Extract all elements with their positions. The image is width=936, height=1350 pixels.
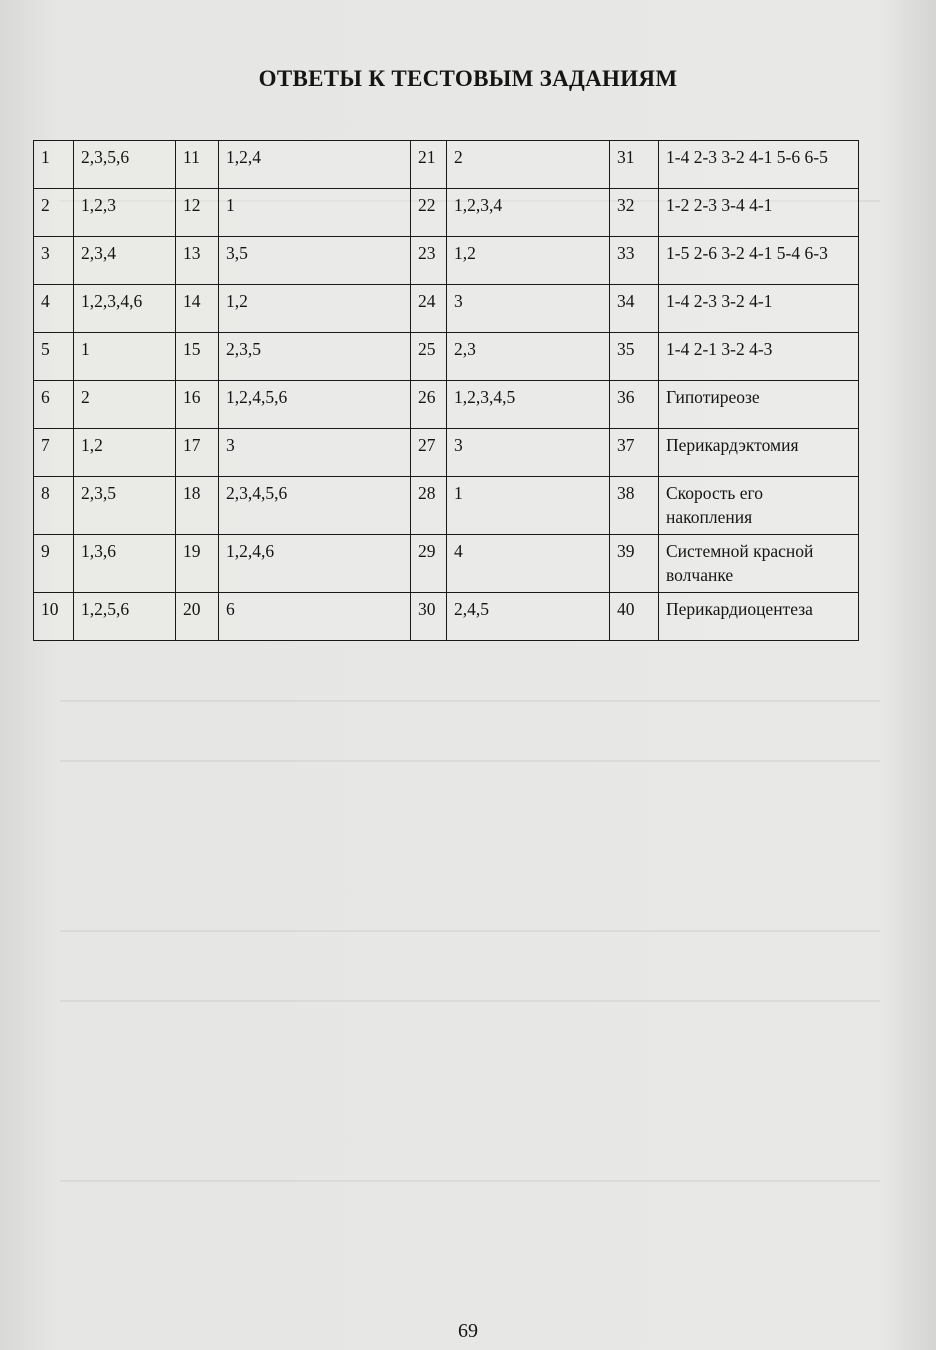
question-number-cell: 36 bbox=[610, 381, 659, 429]
answers-table bbox=[33, 140, 859, 641]
table-row bbox=[34, 429, 859, 477]
answer-cell: 1,2 bbox=[74, 429, 176, 477]
question-number-cell: 15 bbox=[176, 333, 219, 381]
question-number-cell: 14 bbox=[176, 285, 219, 333]
answer-cell: 1-2 2-3 3-4 4-1 bbox=[659, 189, 859, 237]
question-number-cell: 4 bbox=[34, 285, 74, 333]
answer-cell: 3 bbox=[447, 285, 610, 333]
bleed-through-line bbox=[60, 930, 880, 932]
question-number-cell: 6 bbox=[34, 381, 74, 429]
answer-cell: 2,3,5 bbox=[74, 477, 176, 535]
question-number-cell: 38 bbox=[610, 477, 659, 535]
answer-cell: Перикардэктомия bbox=[659, 429, 859, 477]
answer-cell: 2,3,5,6 bbox=[74, 141, 176, 189]
answer-cell: 2,3 bbox=[447, 333, 610, 381]
question-number-cell: 32 bbox=[610, 189, 659, 237]
bleed-through-line bbox=[60, 700, 880, 702]
question-number-cell: 30 bbox=[411, 593, 447, 641]
answer-cell: 1,2,4,5,6 bbox=[219, 381, 411, 429]
question-number-cell: 37 bbox=[610, 429, 659, 477]
answer-cell: 1,2,3,4,6 bbox=[74, 285, 176, 333]
answer-cell: 1 bbox=[447, 477, 610, 535]
answer-cell: Гипотиреозе bbox=[659, 381, 859, 429]
answer-cell: Перикардиоцентеза bbox=[659, 593, 859, 641]
answer-cell: 1-5 2-6 3-2 4-1 5-4 6-3 bbox=[659, 237, 859, 285]
answer-cell: 2 bbox=[447, 141, 610, 189]
question-number-cell: 13 bbox=[176, 237, 219, 285]
answers-table-body bbox=[34, 141, 859, 641]
answer-cell: Системной красной волчанке bbox=[659, 535, 859, 593]
answer-cell: Скорость его накопления bbox=[659, 477, 859, 535]
answer-cell: 1,3,6 bbox=[74, 535, 176, 593]
answer-cell: 1,2,4 bbox=[219, 141, 411, 189]
answer-cell: 4 bbox=[447, 535, 610, 593]
question-number-cell: 21 bbox=[411, 141, 447, 189]
question-number-cell: 9 bbox=[34, 535, 74, 593]
question-number-cell: 16 bbox=[176, 381, 219, 429]
table-row bbox=[34, 333, 859, 381]
table-row bbox=[34, 593, 859, 641]
question-number-cell: 7 bbox=[34, 429, 74, 477]
answer-cell: 1 bbox=[219, 189, 411, 237]
question-number-cell: 40 bbox=[610, 593, 659, 641]
question-number-cell: 2 bbox=[34, 189, 74, 237]
question-number-cell: 22 bbox=[411, 189, 447, 237]
question-number-cell: 19 bbox=[176, 535, 219, 593]
answer-cell: 2,3,4,5,6 bbox=[219, 477, 411, 535]
answer-cell: 1,2,5,6 bbox=[74, 593, 176, 641]
bleed-through-line bbox=[60, 760, 880, 762]
answer-cell: 1,2,3,4 bbox=[447, 189, 610, 237]
question-number-cell: 5 bbox=[34, 333, 74, 381]
question-number-cell: 25 bbox=[411, 333, 447, 381]
question-number-cell: 23 bbox=[411, 237, 447, 285]
table-row bbox=[34, 141, 859, 189]
question-number-cell: 24 bbox=[411, 285, 447, 333]
question-number-cell: 39 bbox=[610, 535, 659, 593]
answer-cell: 1,2,3 bbox=[74, 189, 176, 237]
answer-cell: 3,5 bbox=[219, 237, 411, 285]
question-number-cell: 27 bbox=[411, 429, 447, 477]
question-number-cell: 3 bbox=[34, 237, 74, 285]
answer-cell: 1 bbox=[74, 333, 176, 381]
answer-cell: 1,2 bbox=[447, 237, 610, 285]
answer-cell: 1-4 2-3 3-2 4-1 bbox=[659, 285, 859, 333]
table-row bbox=[34, 535, 859, 593]
table-row bbox=[34, 237, 859, 285]
answer-cell: 3 bbox=[447, 429, 610, 477]
answer-cell: 1,2,4,6 bbox=[219, 535, 411, 593]
answer-cell: 1-4 2-1 3-2 4-3 bbox=[659, 333, 859, 381]
question-number-cell: 29 bbox=[411, 535, 447, 593]
answer-cell: 2 bbox=[74, 381, 176, 429]
answer-cell: 6 bbox=[219, 593, 411, 641]
answer-cell: 1,2,3,4,5 bbox=[447, 381, 610, 429]
question-number-cell: 34 bbox=[610, 285, 659, 333]
question-number-cell: 18 bbox=[176, 477, 219, 535]
question-number-cell: 20 bbox=[176, 593, 219, 641]
question-number-cell: 28 bbox=[411, 477, 447, 535]
answer-cell: 1,2 bbox=[219, 285, 411, 333]
table-row bbox=[34, 285, 859, 333]
question-number-cell: 12 bbox=[176, 189, 219, 237]
question-number-cell: 11 bbox=[176, 141, 219, 189]
table-row bbox=[34, 477, 859, 535]
bleed-through-line bbox=[60, 1180, 880, 1182]
question-number-cell: 1 bbox=[34, 141, 74, 189]
answer-cell: 2,4,5 bbox=[447, 593, 610, 641]
answer-cell: 2,3,5 bbox=[219, 333, 411, 381]
question-number-cell: 35 bbox=[610, 333, 659, 381]
page-title: ОТВЕТЫ К ТЕСТОВЫМ ЗАДАНИЯМ bbox=[258, 66, 678, 91]
page-number: 69 bbox=[458, 1320, 478, 1342]
bleed-through-line bbox=[60, 1000, 880, 1002]
question-number-cell: 17 bbox=[176, 429, 219, 477]
answer-cell: 3 bbox=[219, 429, 411, 477]
answer-cell: 1-4 2-3 3-2 4-1 5-6 6-5 bbox=[659, 141, 859, 189]
question-number-cell: 8 bbox=[34, 477, 74, 535]
answer-cell: 2,3,4 bbox=[74, 237, 176, 285]
table-row bbox=[34, 189, 859, 237]
question-number-cell: 33 bbox=[610, 237, 659, 285]
question-number-cell: 26 bbox=[411, 381, 447, 429]
table-row bbox=[34, 381, 859, 429]
question-number-cell: 10 bbox=[34, 593, 74, 641]
question-number-cell: 31 bbox=[610, 141, 659, 189]
